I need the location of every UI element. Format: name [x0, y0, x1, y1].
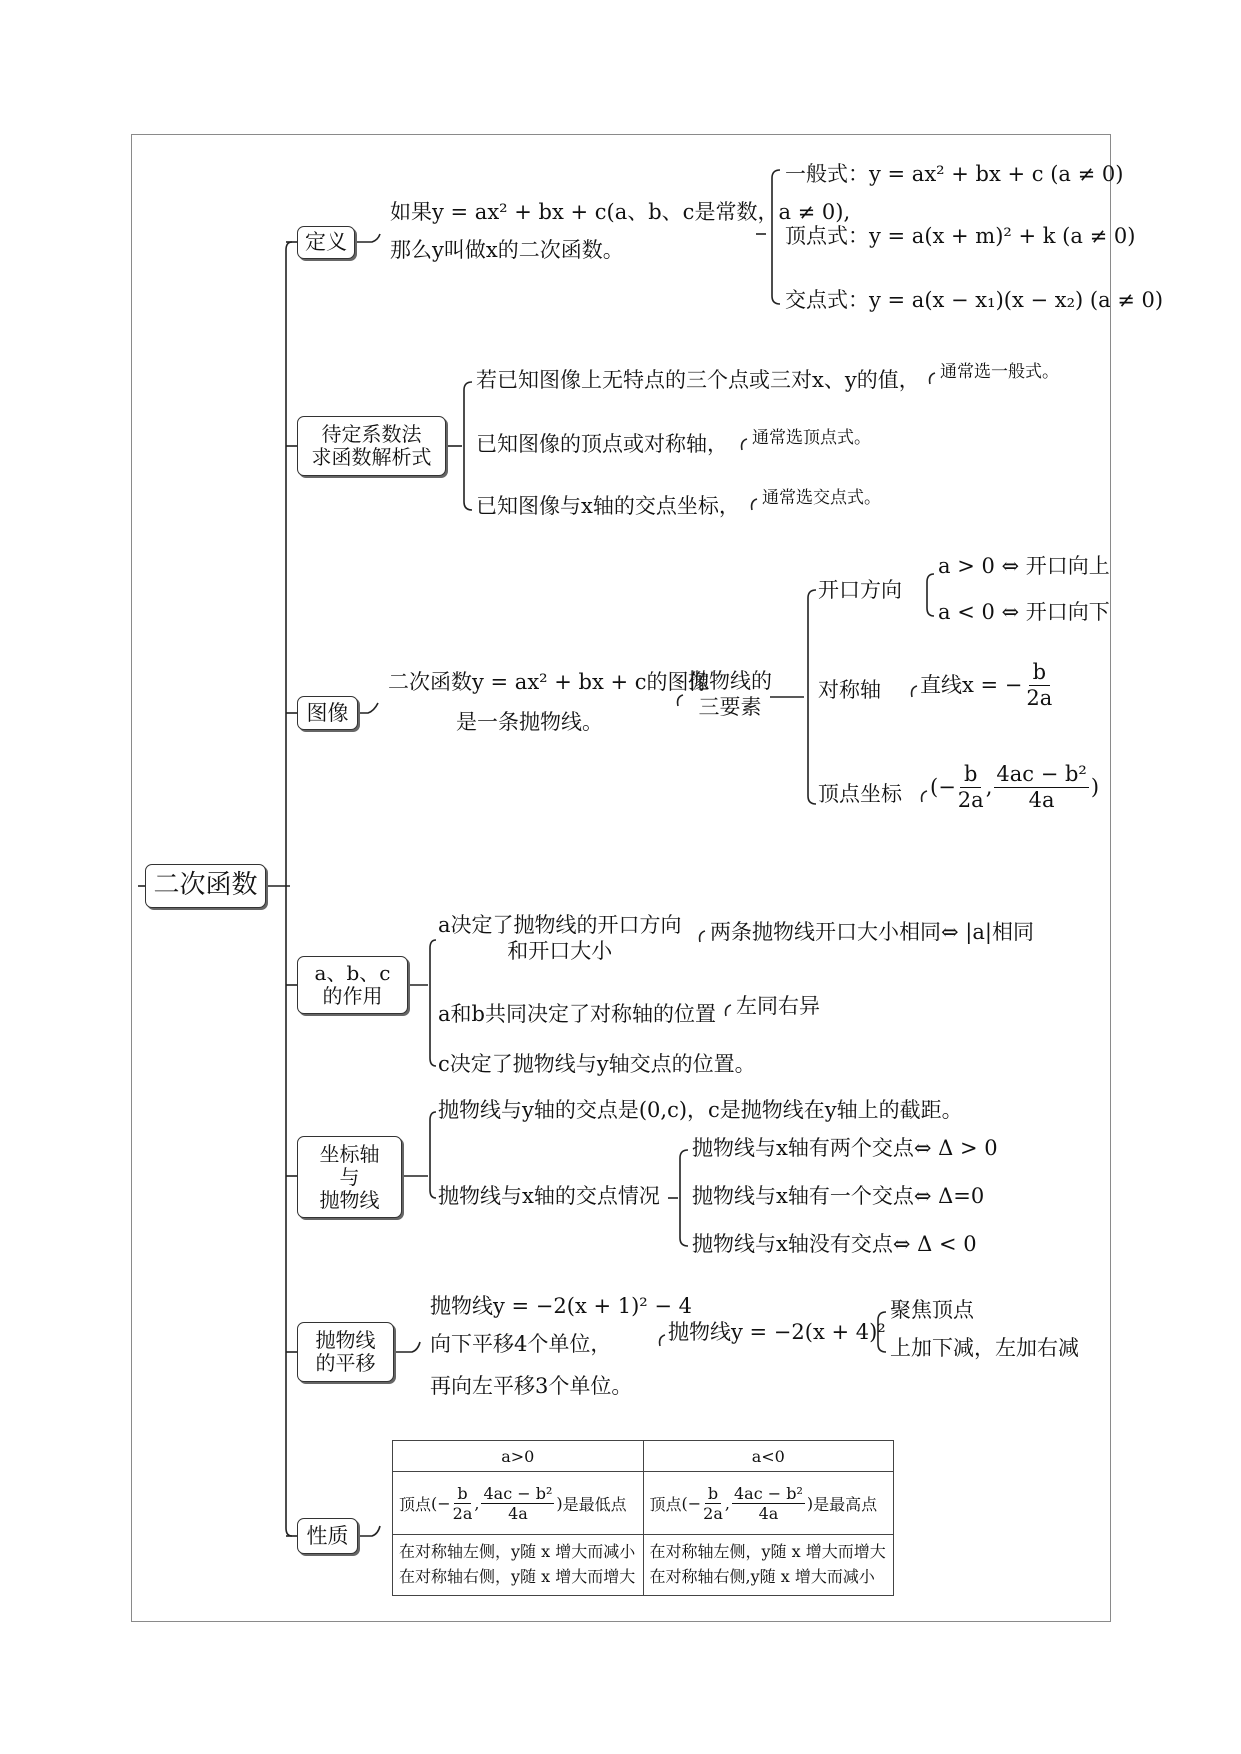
abc-node: [297, 956, 408, 1014]
graph-open-up: a > 0 ⇔ 开口向上: [938, 554, 1110, 578]
shift-line3: 再向左平移3个单位。: [430, 1374, 633, 1398]
graph-link: [358, 703, 378, 713]
props-head-neg: a<0: [643, 1441, 894, 1472]
props-vx-prefix-pos: 顶点: [399, 1494, 432, 1514]
abc-a-note: 两条抛物线开口大小相同⇔ |a|相同: [710, 920, 1034, 944]
props-mono-row: [393, 1535, 894, 1596]
graph-opening: 开口方向: [818, 578, 902, 602]
shift-result-hook: [660, 1335, 665, 1346]
axes-label-line1: 坐标轴: [319, 1141, 380, 1166]
props-mono-pos-1: 在对称轴左侧，y随 x 增大而减小: [399, 1542, 636, 1562]
graph-open-down: a < 0 ⇔ 开口向下: [938, 600, 1110, 624]
graph-three-hook: [678, 695, 683, 706]
abc-ab: a和b共同决定了对称轴的位置: [438, 1002, 716, 1026]
shift-tip1: 聚焦顶点: [890, 1298, 974, 1322]
root-node: [145, 864, 266, 908]
undet-cond-3: 已知图像与x轴的交点坐标，: [476, 494, 740, 518]
axes-y-intercept: 抛物线与y轴的交点是(0,c)，c是抛物线在y轴上的截距。: [438, 1098, 963, 1122]
shift-label-line1: 抛物线: [315, 1328, 376, 1352]
shift-label-line2: 的平移: [315, 1351, 376, 1375]
root-label: 二次函数: [153, 870, 258, 901]
graph-vertex-open: (−: [930, 775, 956, 800]
abc-ab-hook: [726, 1005, 731, 1016]
graph-vertex-comma: ,: [985, 775, 993, 800]
axes-case-none: 抛物线与x轴没有交点⇔ Δ < 0: [692, 1232, 977, 1256]
def-form-intercept: 交点式：y = a(x − x₁)(x − x₂) (a ≠ 0): [785, 288, 1164, 312]
props-vx-num2-neg: 4ac − b²: [733, 1483, 803, 1503]
props-vx-den1-pos: 2a: [452, 1503, 473, 1523]
graph-axis-num: b: [1029, 660, 1050, 686]
graph-label: 图像: [306, 700, 349, 725]
shift-link: [394, 1342, 420, 1352]
graph-axis-text: 直线x = −: [920, 673, 1023, 698]
props-link: [358, 1526, 380, 1536]
props-mono-neg-1: 在对称轴左侧，y随 x 增大而增大: [649, 1542, 886, 1562]
def-text-line1: 如果y = ax² + bx + c(a、b、c是常数，a ≠ 0),: [390, 200, 851, 224]
props-vx-den2-neg: 4a: [758, 1503, 779, 1523]
props-vertex-neg: [643, 1472, 894, 1535]
graph-vertex-den1: 2a: [957, 788, 984, 813]
shift-node: [297, 1322, 394, 1382]
graph-vertex-frac1: [958, 762, 984, 813]
undet-label-line1: 待定系数法: [321, 422, 422, 446]
vertex-hook: [922, 791, 927, 802]
def-text-line2: 那么y叫做x的二次函数。: [390, 238, 624, 262]
shift-line1: 抛物线y = −2(x + 1)² − 4: [430, 1294, 693, 1318]
abc-a-hook: [700, 931, 705, 942]
undet-cond-2: 已知图像的顶点或对称轴，: [476, 432, 728, 456]
props-vx-den2-pos: 4a: [508, 1503, 528, 1523]
undet-label-line2: 求函数解析式: [311, 445, 432, 469]
undet-note2-hook: [742, 439, 747, 450]
def-form-general: 一般式：y = ax² + bx + c (a ≠ 0): [785, 162, 1124, 186]
axes-x-intercept: 抛物线与x轴的交点情况: [438, 1184, 660, 1208]
graph-node: [297, 696, 358, 730]
props-vx-close-neg: ): [806, 1493, 814, 1513]
shift-tip2: 上加下减，左加右减: [890, 1336, 1079, 1360]
props-vx-prefix-neg: 顶点: [649, 1494, 682, 1514]
props-vx-num2-pos: 4ac − b²: [483, 1483, 553, 1503]
props-vertex-row: [393, 1472, 894, 1535]
graph-vertex-num1: b: [960, 762, 981, 788]
props-mono-pos-2: 在对称轴右侧，y随 x 增大而增大: [399, 1567, 636, 1586]
graph-vertex-num2: 4ac − b²: [994, 762, 1088, 788]
graph-axis: 对称轴: [818, 678, 881, 702]
props-mono-neg: [643, 1535, 894, 1596]
def-forms-bracket: [772, 170, 780, 304]
undet-bracket: [464, 382, 472, 510]
graph-vertex-formula: [930, 762, 1099, 813]
def-form-vertex: 顶点式：y = a(x + m)² + k (a ≠ 0): [785, 224, 1136, 248]
abc-ab-note: 左同右异: [736, 994, 820, 1018]
props-vertex-max: 是最高点: [813, 1494, 878, 1514]
props-vx-open-neg: (−: [681, 1493, 702, 1513]
abc-a: [438, 912, 682, 965]
axis-hook: [912, 686, 917, 697]
open-bracket: [927, 574, 934, 616]
graph-axis-den: 2a: [1026, 686, 1053, 711]
props-label: 性质: [306, 1523, 349, 1548]
props-vx-num1-pos: b: [454, 1484, 470, 1504]
graph-vertex: 顶点坐标: [818, 782, 902, 806]
shift-line2: 向下平移4个单位，: [430, 1332, 612, 1356]
props-head-pos: a>0: [393, 1441, 644, 1472]
axes-cases-bracket: [680, 1150, 688, 1246]
axes-case-one: 抛物线与x轴有一个交点⇔ Δ=0: [692, 1184, 985, 1208]
abc-a-line1: a决定了抛物线的开口方向: [438, 913, 682, 937]
axes-node: [297, 1136, 402, 1218]
undet-cond-1: 若已知图像上无特点的三个点或三对x、y的值，: [476, 368, 920, 392]
graph-axis-formula: [920, 660, 1052, 711]
props-vx-comma-pos: ,: [474, 1493, 480, 1513]
abc-label-line2: 的作用: [322, 984, 383, 1008]
def-label: 定义: [305, 230, 347, 255]
props-vx-num1-neg: b: [705, 1484, 721, 1504]
graph-axis-fraction: [1026, 660, 1052, 711]
props-node: [297, 1518, 358, 1554]
props-vertex-min: 是最低点: [562, 1494, 627, 1514]
abc-c: c决定了抛物线与y轴交点的位置。: [438, 1052, 756, 1076]
undet-node: [297, 416, 446, 476]
undet-note1-hook: [930, 373, 935, 384]
undet-note3-hook: [752, 499, 757, 510]
undet-note-3: 通常选交点式。: [762, 488, 881, 508]
main-trunk: [286, 242, 292, 1536]
axes-label-line3: 抛物线: [319, 1187, 380, 1212]
props-vx-den1-neg: 2a: [703, 1503, 723, 1523]
graph-vertex-close: ): [1090, 775, 1100, 800]
graph-three-line2: 三要素: [698, 695, 762, 720]
undet-note-2: 通常选顶点式。: [752, 428, 871, 448]
abc-a-line2: 和开口大小: [507, 939, 613, 964]
abc-label-line1: a、b、c: [314, 961, 391, 985]
axes-case-two: 抛物线与x轴有两个交点⇔ Δ > 0: [692, 1136, 998, 1160]
graph-text-line1: 二次函数y = ax² + bx + c的图像: [388, 670, 710, 694]
graph-three-bracket: [808, 590, 816, 804]
props-vx-close-pos: ): [556, 1493, 563, 1513]
shift-result: 抛物线y = −2(x + 4)²: [668, 1320, 886, 1344]
props-table: [392, 1440, 894, 1596]
axes-label-line2: 与: [339, 1164, 360, 1189]
props-header-row: [393, 1441, 894, 1472]
props-mono-pos: [393, 1535, 644, 1596]
graph-vertex-frac2: [994, 762, 1088, 813]
def-link: [355, 234, 380, 242]
undet-note-1: 通常选一般式。: [940, 362, 1059, 382]
props-mono-neg-2: 在对称轴右侧,y随 x 增大而减小: [649, 1567, 875, 1586]
props-vx-comma-neg: ,: [724, 1493, 730, 1513]
axes-bracket: [430, 1112, 436, 1198]
abc-bracket: [430, 940, 436, 1066]
graph-three-line1: 抛物线的: [688, 669, 772, 693]
props-vx-open-pos: (−: [431, 1493, 451, 1513]
graph-vertex-den2: 4a: [1028, 788, 1055, 813]
props-vertex-pos: [393, 1472, 644, 1535]
graph-text-line2: 是一条抛物线。: [456, 710, 603, 734]
def-node: [297, 226, 355, 259]
graph-three-elements: [688, 668, 772, 721]
